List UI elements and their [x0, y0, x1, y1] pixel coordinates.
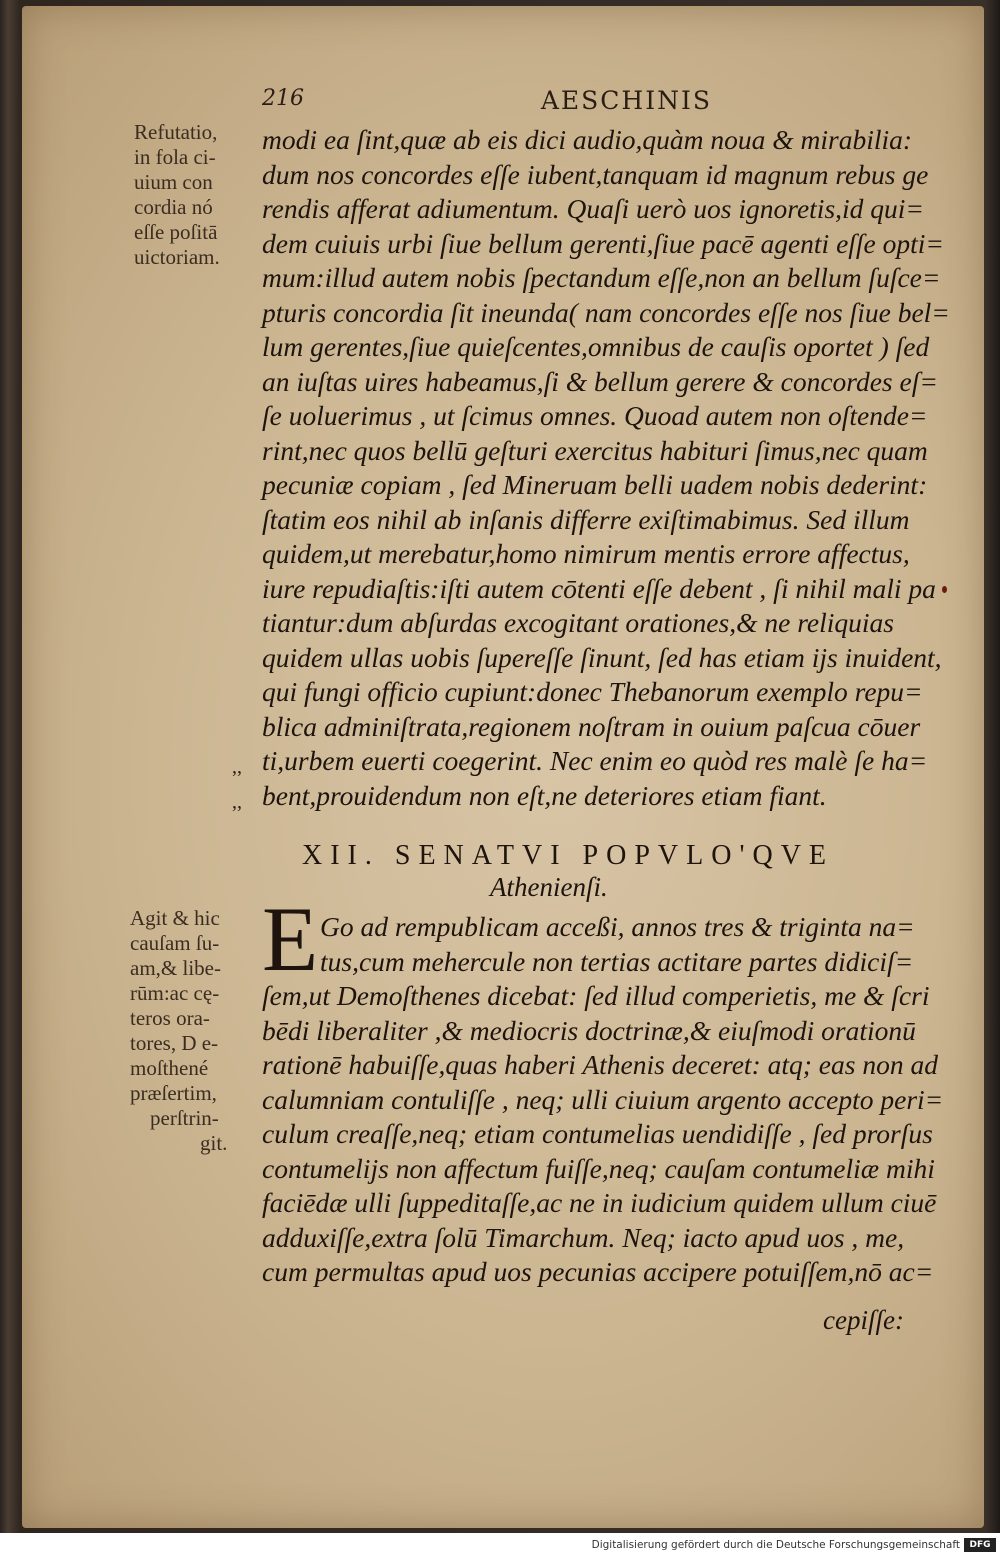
text-line: calumniam contuliſſe , neq; ulli ciuium argento accepto peri= — [262, 1083, 944, 1115]
margin-note-line: in fola ci- — [134, 145, 216, 169]
text-line: an iuſtas uires habeamus,ſi & bellum gerere & concordes eſ= — [262, 365, 938, 397]
margin-note-line: uictoriam. — [134, 245, 220, 269]
text-line: qui fungi officio cupiunt:donec Thebanorum exemplo repu= — [262, 676, 923, 707]
margin-note-line: tores, D e- — [130, 1031, 219, 1055]
text-line: dum nos concordes eſſe iubent,tanquam id magnum rebus ge — [262, 158, 929, 190]
footer-bar — [0, 1533, 1000, 1558]
digitization-credit: Digitalisierung gefördert durch die Deutsche Forschungsgemeinschaft — [591, 1539, 960, 1551]
text-line: tiantur:dum abſurdas excogitant orationes,& ne reliquias — [262, 607, 894, 638]
text-line: mum:illud autem nobis ſpectandum eſſe,non an bellum ſuſce= — [262, 262, 941, 293]
margin-note-line: Agit & hic — [130, 906, 220, 930]
ink-spot — [942, 586, 947, 593]
text-line: pturis concordia ſit ineunda( nam concordes eſſe nos ſiue bel= — [262, 296, 950, 328]
text-line: ti,urbem euerti coegerint. Nec enim eo quòd res malè ſe ha= — [262, 745, 928, 776]
body-text-block-1 — [262, 123, 950, 813]
text-line: culum creaſſe,neq; etiam contumelias uendidiſſe , ſed prorſus — [262, 1118, 933, 1149]
margin-note-line: git. — [200, 1131, 228, 1155]
section-subheading: Athenienſi. — [490, 872, 608, 902]
text-line: bēdi liberaliter ,& mediocris doctrinæ,& eiuſmodi orationū — [262, 1014, 916, 1046]
page-header — [262, 86, 712, 116]
text-line: cum permultas apud uos pecunias accipere potuiſſem,nō ac= — [262, 1256, 934, 1287]
text-line: Go ad rempublicam acceßi, annos tres & triginta na= — [320, 911, 915, 942]
margin-note-line: uium con — [134, 170, 213, 194]
margin-note-refutatio — [134, 120, 220, 270]
text-line: lum gerentes,ſiue quieſcentes,omnibus de cauſis oportet ) ſed — [262, 331, 930, 362]
margin-note-line: teros ora- — [130, 1006, 210, 1030]
margin-note-line: Refutatio, — [134, 120, 218, 144]
text-line: bent,prouidendum non eſt,ne deteriores etiam fiant. — [262, 779, 827, 811]
text-line: ſtatim eos nihil ab inſanis differre exiſtimabimus. Sed illum — [262, 503, 910, 535]
text-line: iure repudiaſtis:iſti autem cōtenti eſſe debent , ſi nihil mali pa — [262, 572, 936, 604]
dfg-logo: DFG — [964, 1538, 996, 1552]
margin-note-line: moſthené — [130, 1056, 209, 1080]
quote-mark: ,, — [232, 756, 242, 778]
margin-note-line: eſſe poſitā — [134, 220, 218, 244]
text-line: adduxiſſe,extra ſolū Timarchum. Neq; iacto apud uos , me, — [262, 1221, 905, 1253]
margin-note-line: perſtrin- — [150, 1106, 219, 1130]
text-line: modi ea ſint,quæ ab eis dici audio,quàm noua & mirabilia: — [262, 124, 913, 155]
margin-note-agit — [130, 906, 227, 1156]
margin-note-line: cauſam ſu- — [130, 931, 220, 955]
catch-word: cepiſſe: — [823, 1305, 904, 1335]
quote-mark: ,, — [232, 790, 242, 813]
text-line: dem cuiuis urbi ſiue bellum gerenti,ſiue pacē agenti eſſe opti= — [262, 227, 944, 259]
section-heading: XII. SENATVI POPVLO'QVE — [302, 840, 835, 871]
margin-note-line: præſertim, — [130, 1081, 217, 1105]
text-line: tus,cum mehercule non tertias actitare partes didiciſ= — [320, 945, 914, 977]
text-line: quidem ullas uobis ſupereſſe ſinunt, ſed has etiam ijs inuident, — [262, 641, 942, 673]
margin-note-line: am,& libe- — [130, 956, 221, 980]
text-line: faciēdæ ulli ſuppeditaſſe,ac ne in iudicium quidem ullum ciuē — [262, 1187, 937, 1218]
text-line: ſe uoluerimus , ut ſcimus omnes. Quoad autem non oſtende= — [262, 400, 928, 431]
page-number: 216 — [262, 86, 304, 111]
text-line: blica adminiſtrata,regionem noſtram in ouium paſcua cōuer — [262, 710, 921, 742]
drop-cap-initial: E — [262, 888, 319, 990]
text-line: quidem,ut merebatur,homo nimirum mentis errore affectus, — [262, 538, 910, 569]
quotation-marks — [232, 750, 242, 819]
margin-note-line: rūm:ac cę- — [130, 981, 220, 1005]
text-line: pecuniæ copiam , ſed Mineruam belli uadem nobis dederint: — [262, 469, 928, 500]
text-line: ſem,ut Demoſthenes dicebat: ſed illud comperietis, me & ſcri — [262, 980, 930, 1011]
running-head: AESCHINIS — [540, 86, 712, 115]
text-line: rendis afferat adiumentum. Quaſi uerò uos ignoretis,id qui= — [262, 193, 924, 224]
text-line: rationē habuiſſe,quas haberi Athenis deceret: atq; eas non ad — [262, 1049, 938, 1080]
text-line: contumelijs non affectum fuiſſe,neq; cauſam contumeliæ mihi — [262, 1152, 935, 1184]
margin-note-line: cordia nó — [134, 195, 213, 219]
body-text-block-2 — [262, 910, 944, 1290]
text-line: rint,nec quos bellū geſturi exercitus habituri ſimus,nec quam — [262, 434, 928, 466]
